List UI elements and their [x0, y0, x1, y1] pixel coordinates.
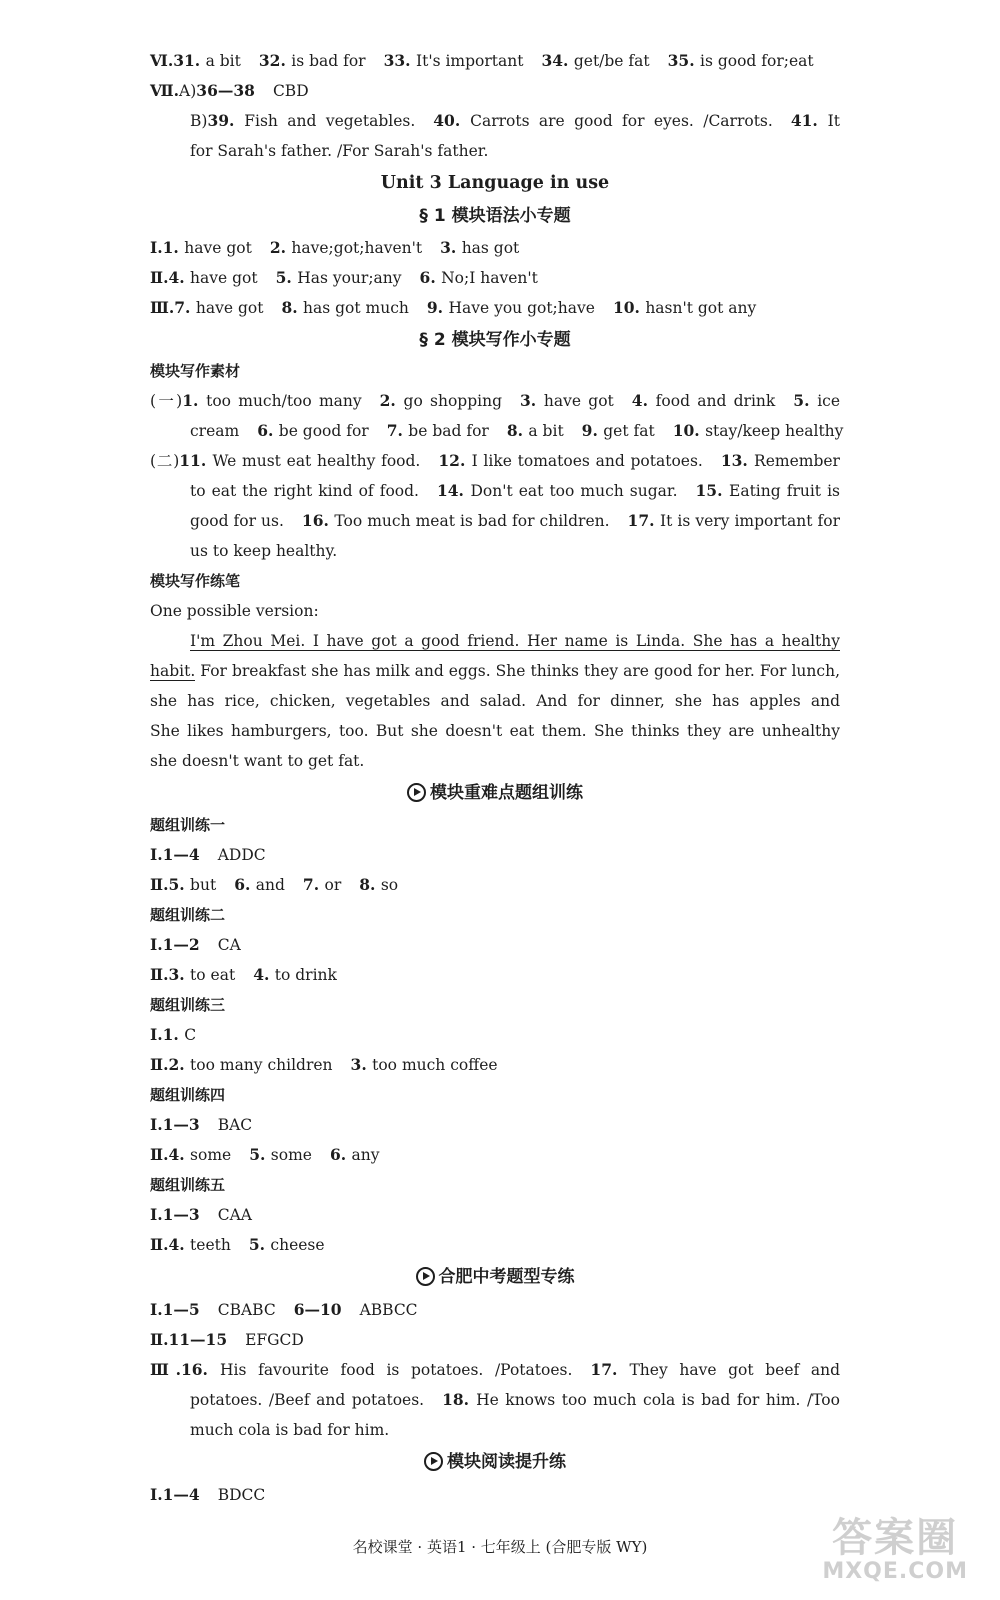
item-number: 33.: [383, 51, 416, 70]
answer-text: I like tomatoes and potatoes.: [471, 452, 703, 470]
text-line: [150, 810, 840, 840]
item-number: 3.: [350, 1055, 373, 1074]
item-number: Ⅶ.: [150, 81, 180, 100]
text-line: [150, 233, 840, 263]
item-number: Ⅰ.1.: [150, 238, 185, 257]
answer-text: It: [827, 112, 840, 130]
answer-text: 模块写作练笔: [150, 572, 241, 590]
answer-text: It is very important for: [660, 512, 840, 530]
item-number: 11.: [179, 451, 213, 470]
answer-text: or: [324, 876, 342, 894]
answer-text: to drink: [274, 966, 337, 984]
answer-text: Carrots are good for eyes. /Carrots.: [470, 112, 773, 130]
answer-text: and: [255, 876, 285, 894]
answer-text: 模块写作素材: [150, 362, 241, 380]
answer-text: has got much: [303, 299, 409, 317]
text-line: [150, 1325, 840, 1355]
answer-text: any: [351, 1146, 380, 1164]
answer-text: much cola is bad for him.: [190, 1421, 390, 1439]
answer-text: They have got beef and: [629, 1361, 840, 1379]
item-number: 8.: [359, 875, 381, 894]
answer-text: Too much meat is bad for children.: [334, 512, 610, 530]
text-line: [150, 293, 840, 323]
answer-text: B): [190, 112, 208, 130]
answer-text: He knows too much cola is bad for him. /Too: [476, 1391, 840, 1409]
text-line: [150, 76, 840, 106]
text-line: [150, 1020, 840, 1050]
text-line: [150, 325, 840, 355]
answer-text: good for us.: [190, 512, 284, 530]
answer-text: to eat: [190, 966, 236, 984]
item-number: Ⅱ.11—15: [150, 1330, 228, 1349]
text-line: [150, 990, 840, 1020]
item-number: Ⅱ.4.: [150, 1235, 191, 1254]
answer-text: C: [184, 1026, 197, 1044]
text-line: [150, 656, 840, 686]
answer-text: Fish and vegetables.: [244, 112, 416, 130]
answer-text: CAA: [217, 1206, 252, 1224]
text-line: [150, 1200, 840, 1230]
item-number: 6—10: [293, 1300, 342, 1319]
answer-text: Eating fruit is: [729, 482, 840, 500]
answer-text: His favourite food is potatoes. /Potatoes.: [220, 1361, 573, 1379]
item-number: Ⅰ.1—4: [150, 1485, 200, 1504]
answer-text: 题组训练三: [150, 996, 226, 1014]
text-line: [150, 1262, 840, 1292]
text-line: [190, 626, 840, 656]
text-line: [150, 1050, 840, 1080]
item-number: 14.: [436, 481, 471, 500]
answer-text: cheese: [270, 1236, 325, 1254]
item-number: Ⅰ.1.: [150, 1025, 185, 1044]
text-line: [150, 168, 840, 198]
item-number: Ⅱ.4.: [150, 268, 191, 287]
underlined-text: habit.: [150, 662, 196, 680]
item-number: 9.: [426, 298, 449, 317]
answer-text: It's important: [415, 52, 524, 70]
item-number: 2.: [379, 391, 404, 410]
play-circle-icon: [416, 1267, 435, 1286]
item-number: 10.: [612, 298, 646, 317]
item-number: 8.: [281, 298, 304, 317]
item-number: 5.: [248, 1235, 271, 1254]
text-line: [150, 356, 840, 386]
text-line: [150, 1295, 840, 1325]
play-circle-icon: [407, 783, 426, 802]
item-number: 18.: [442, 1390, 477, 1409]
answer-text: hasn't got any: [645, 299, 757, 317]
text-line: [150, 870, 840, 900]
item-number: Ⅱ.4.: [150, 1145, 191, 1164]
item-number: 36—38: [196, 81, 255, 100]
text-line: [150, 46, 840, 76]
item-number: 41.: [790, 111, 828, 130]
answer-text: to eat the right kind of food.: [190, 482, 419, 500]
answer-text: (一): [150, 392, 183, 410]
item-number: 3.: [440, 238, 462, 257]
text-line: [150, 1447, 840, 1477]
text-line: [150, 566, 840, 596]
item-number: 40.: [433, 111, 471, 130]
answer-text: have got: [190, 269, 258, 287]
text-line: [190, 136, 840, 166]
answer-text: CBABC: [217, 1301, 276, 1319]
item-number: 5.: [249, 1145, 271, 1164]
answer-text: be bad for: [408, 422, 489, 440]
answer-text: stay/keep healthy: [705, 422, 844, 440]
item-number: Ⅵ.31.: [150, 51, 206, 70]
text-line: [150, 686, 840, 716]
answer-text: be good for: [278, 422, 369, 440]
answer-text: § 2 模块写作小专题: [419, 330, 571, 350]
text-line: [150, 596, 840, 626]
text-line: [150, 1080, 840, 1110]
item-number: 9.: [581, 421, 604, 440]
item-number: 32.: [258, 51, 292, 70]
text-line: [190, 506, 840, 536]
answer-text: is bad for: [291, 52, 366, 70]
item-number: 6.: [234, 875, 256, 894]
answer-text: 题组训练一: [150, 816, 226, 834]
answer-text: 题组训练五: [150, 1176, 226, 1194]
watermark: [822, 1516, 968, 1584]
answer-text: but: [190, 876, 217, 894]
text-line: [150, 386, 840, 416]
item-number: 4.: [631, 391, 656, 410]
answer-text: for Sarah's father. /For Sarah's father.: [190, 142, 489, 160]
answer-text: get/be fat: [573, 52, 650, 70]
item-number: 3.: [520, 391, 544, 410]
answer-text: ice: [817, 392, 840, 410]
item-number: 34.: [541, 51, 574, 70]
answer-text: § 1 模块语法小专题: [419, 206, 571, 226]
answer-text: One possible version:: [150, 602, 319, 620]
answer-text: some: [190, 1146, 232, 1164]
text-line: [150, 1140, 840, 1170]
text-line: [150, 201, 840, 231]
item-number: 35.: [667, 51, 700, 70]
answer-text: No;I haven't: [441, 269, 538, 287]
item-number: 7.: [302, 875, 325, 894]
text-line: [190, 416, 844, 446]
answer-text: (二): [150, 452, 180, 470]
answer-text: too many children: [190, 1056, 333, 1074]
text-line: [150, 900, 840, 930]
answer-text: Have you got;have: [448, 299, 595, 317]
answer-text: CBD: [272, 82, 309, 100]
text-line: [150, 960, 840, 990]
text-line: [150, 446, 840, 476]
answer-text: We must eat healthy food.: [212, 452, 421, 470]
answer-text: For breakfast she has milk and eggs. She thinks they are good for her. For lunch,: [195, 662, 840, 680]
item-number: Ⅱ.2.: [150, 1055, 191, 1074]
item-number: 5.: [275, 268, 298, 287]
answer-text: go shopping: [403, 392, 502, 410]
answer-text: CA: [217, 936, 241, 954]
answer-text: BDCC: [217, 1486, 266, 1504]
text-line: [150, 263, 840, 293]
answer-text: A): [179, 82, 197, 100]
item-number: Ⅲ.16.: [150, 1360, 221, 1379]
text-line: [190, 1415, 840, 1445]
item-number: Ⅲ.7.: [150, 298, 196, 317]
item-number: Ⅰ.1—3: [150, 1205, 200, 1224]
text-line: [150, 746, 840, 776]
play-circle-icon: [424, 1452, 443, 1471]
answer-text: some: [270, 1146, 312, 1164]
answer-text: teeth: [190, 1236, 231, 1254]
item-number: 12.: [438, 451, 472, 470]
item-number: 8.: [506, 421, 529, 440]
item-number: 10.: [672, 421, 706, 440]
answer-text: ABBCC: [359, 1301, 418, 1319]
answer-text: 模块重难点题组训练: [430, 783, 583, 803]
item-number: Ⅰ.1—2: [150, 935, 200, 954]
text-line: [150, 778, 840, 808]
item-number: 16.: [301, 511, 335, 530]
text-line: [190, 106, 840, 136]
answer-text: 题组训练二: [150, 906, 226, 924]
text-line: [150, 1170, 840, 1200]
answer-text: BAC: [217, 1116, 253, 1134]
item-number: 15.: [695, 481, 730, 500]
answer-text: have got: [195, 299, 264, 317]
underlined-text: I'm Zhou Mei. I have got a good friend. Her name is Linda. She has a healthy: [190, 632, 840, 656]
answer-text: too much/too many: [206, 392, 362, 410]
answer-text: she doesn't want to get fat.: [150, 752, 365, 770]
item-number: Ⅰ.1—3: [150, 1115, 200, 1134]
answer-text: have;got;haven't: [291, 239, 423, 257]
item-number: Ⅰ.1—4: [150, 845, 200, 864]
watermark-url: MXQE.COM: [822, 1559, 968, 1584]
answer-text: EFGCD: [245, 1331, 304, 1349]
answer-text: Don't eat too much sugar.: [470, 482, 678, 500]
answer-text: ADDC: [217, 846, 266, 864]
item-number: 6.: [257, 421, 279, 440]
item-number: 6.: [329, 1145, 352, 1164]
text-line: [190, 536, 840, 566]
answer-text: is good for;eat: [700, 52, 814, 70]
text-line: [150, 840, 840, 870]
text-line: [150, 930, 840, 960]
item-number: Ⅰ.1—5: [150, 1300, 200, 1319]
answer-text: have got: [184, 239, 252, 257]
item-number: 13.: [720, 451, 755, 470]
answer-text: Unit 3 Language in use: [380, 173, 610, 193]
text-line: [190, 476, 840, 506]
answer-text: have got: [543, 392, 614, 410]
text-line: [150, 1110, 840, 1140]
answer-text: a bit: [205, 52, 241, 70]
text-line: [150, 1480, 840, 1510]
answer-text: cream: [190, 422, 240, 440]
page-footer: 名校课堂 · 英语1 · 七年级上 (合肥专版 WY): [352, 1538, 648, 1556]
item-number: Ⅱ.3.: [150, 965, 191, 984]
answer-text: us to keep healthy.: [190, 542, 338, 560]
answer-text: food and drink: [655, 392, 776, 410]
item-number: 39.: [207, 111, 245, 130]
answer-text: 模块阅读提升练: [447, 1452, 566, 1472]
item-number: 17.: [590, 1360, 630, 1379]
item-number: 1.: [182, 391, 207, 410]
answer-text: She likes hamburgers, too. But she doesn't eat them. She thinks they are unhealthy: [150, 722, 840, 740]
answer-text: 合肥中考题型专练: [438, 1267, 575, 1287]
answer-text: so: [380, 876, 399, 894]
item-number: 17.: [627, 511, 661, 530]
watermark-logo: 答案圈: [832, 1515, 959, 1561]
answer-text: Remember: [754, 452, 840, 470]
item-number: 5.: [793, 391, 818, 410]
answer-text: 题组训练四: [150, 1086, 226, 1104]
text-line: [190, 1385, 840, 1415]
answer-text: Has your;any: [297, 269, 402, 287]
item-number: 2.: [269, 238, 292, 257]
answer-text: has got: [461, 239, 520, 257]
text-line: [150, 1230, 840, 1260]
text-line: [150, 716, 840, 746]
answer-text: too much coffee: [372, 1056, 498, 1074]
answer-text: potatoes. /Beef and potatoes.: [190, 1391, 425, 1409]
answer-text: a bit: [528, 422, 564, 440]
answer-text: she has rice, chicken, vegetables and salad. And for dinner, she has apples and: [150, 692, 840, 710]
answer-text: get fat: [603, 422, 655, 440]
text-line: [150, 1355, 840, 1385]
item-number: 7.: [386, 421, 409, 440]
item-number: Ⅱ.5.: [150, 875, 191, 894]
item-number: 6.: [419, 268, 442, 287]
item-number: 4.: [253, 965, 275, 984]
